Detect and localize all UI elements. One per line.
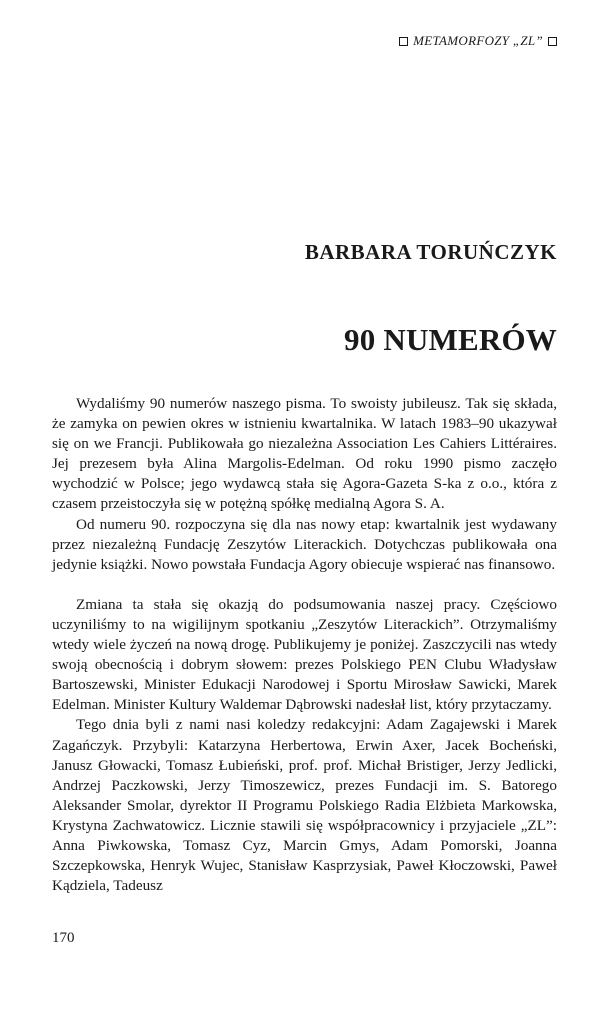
article-body (52, 394, 557, 896)
square-box-icon (548, 37, 557, 46)
article-title: 90 NUMERÓW (344, 322, 557, 357)
running-head (399, 33, 557, 49)
running-head-text: METAMORFOZY „ZL” (413, 33, 543, 48)
paragraph-1: Wydaliśmy 90 numerów naszego pisma. To swoisty jubileusz. Tak się składa, że zamyka on pewien okres w istnieniu kwartalnika. W latach 1983–90 ukazywał się on we Francji. Publikowała go niezależna Association Les Cahiers Littéraires. Jej prezesem była Alina Margolis-Edelman. Od roku 1990 pismo zaczęło wychodzić w Polsce; jego wydawcą stała się Agora-Gazeta S-ka z o.o., która z czasem przeistoczyła się w potężną spółkę medialną Agora S. A. (52, 395, 557, 513)
page-number: 170 (52, 930, 75, 946)
paragraph-3: Zmiana ta stała się okazją do podsumowania naszej pracy. Częściowo uczyniliśmy to na wigilijnym spotkaniu „Zeszytów Literackich”. Otrzymaliśmy wtedy wiele życzeń na nową drogę. Publikujemy je poniżej. Zaszczycili nas wtedy swoją obecnością i dobrym słowem: prezes Polskiego PEN Clubu Władysław Bartoszewski, Minister Edukacji Narodowej i Sportu Mirosław Sawicki, Marek Edelman. Minister Kultury Waldemar Dąbrowski nadesłał list, który przytaczamy. (52, 595, 557, 714)
author-name: BARBARA TORUŃCZYK (304, 240, 557, 264)
square-box-icon (399, 37, 408, 46)
paragraph-2: Od numeru 90. rozpoczyna się dla nas nowy etap: kwartalnik jest wydawany przez niezależną Fundację Zeszytów Literackich. Dotychczas publikowała ona jedynie książki. Nowo powstała Fundacja Agory obiecuje wspierać nas finansowo. (52, 515, 557, 573)
paragraph-4: Tego dnia byli z nami nasi koledzy redakcyjni: Adam Zagajewski i Marek Zagańczyk. Przybyli: Katarzyna Herbertowa, Erwin Axer, Jacek Bocheński, Janusz Głowacki, Tomasz Łubieński, prof. prof. Michał Bristiger, Jerzy Jedlicki, Andrzej Paczkowski, Jerzy Timoszewicz, prezes Fundacji im. S. Batorego Aleksander Smolar, dyrektor II Programu Polskiego Radia Elżbieta Markowska, Krystyna Zachwatowicz. Licznie stawili się współpracownicy i przyjaciele „ZL”: Anna Piwkowska, Tomasz Cyz, Marcin Gmys, Adam Pomorski, Joanna Szczepkowska, Henryk Wujec, Stanisław Kasprzysiak, Paweł Kłoczowski, Paweł Kądziela, Tadeusz (52, 716, 557, 895)
